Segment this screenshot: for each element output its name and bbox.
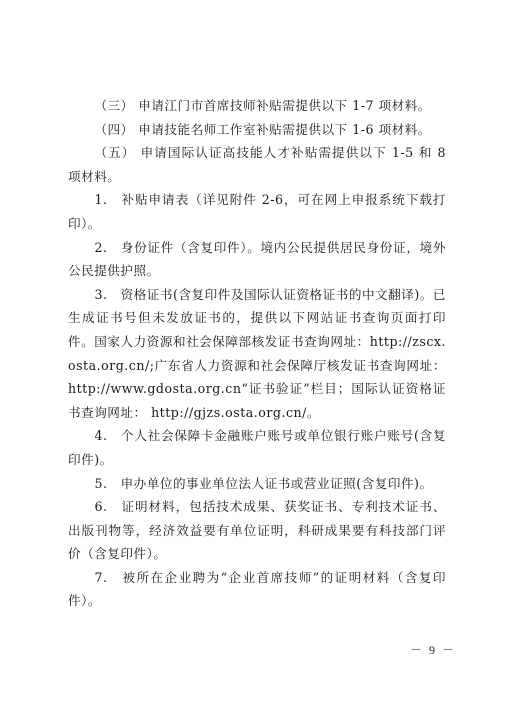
page-number: － 9 －	[410, 643, 457, 657]
paragraph-item-5: （五） 申请国际认证高技能人才补贴需提供以下 1-5 和 8 项材料。	[68, 145, 446, 184]
document-body	[68, 94, 446, 613]
material-item-7: 7. 被所在企业聘为“企业首席技师”的证明材料（含复印件）。	[68, 569, 446, 609]
material-item-2: 2. 身份证件（含复印件）。境内公民提供居民身份证，境外公民提供护照。	[68, 239, 446, 279]
paragraph-item-4: （四） 申请技能名师工作室补贴需提供以下 1-6 项材料。	[94, 121, 431, 137]
paragraph-item-3: （三） 申请江门市首席技师补贴需提供以下 1-7 项材料。	[94, 98, 431, 113]
material-item-5: 5. 申办单位的事业单位法人证书或营业证照(含复印件)。	[94, 475, 433, 491]
material-item-1: 1. 补贴申请表（详见附件 2-6，可在网上申报系统下载打印）。	[68, 192, 446, 231]
material-item-4: 4. 个人社会保障卡金融账户账号或单位银行账户账号(含复印件)。	[68, 428, 446, 467]
material-item-3: 3. 资格证书(含复印件及国际认证资格证书的中文翻译)。已生成证书号但未发放证书的，提供以下网站证书查询页面打印件。国家人力资源和社会保障部核发证书查询网址：http://zscx.osta.org.cn/;广东省人力资源和社会保障厅核发证书查询网址：http://www.gdosta.org.cn“证书验证”栏目；国际认证资格证书查询网址： http://gjzs.osta.org.cn/。	[68, 286, 446, 420]
material-item-6: 6. 证明材料，包括技术成果、获奖证书、专利技术证书、出版刊物等，经济效益要有单位证明，科研成果要有科技部门评价（含复印件）。	[68, 499, 446, 562]
